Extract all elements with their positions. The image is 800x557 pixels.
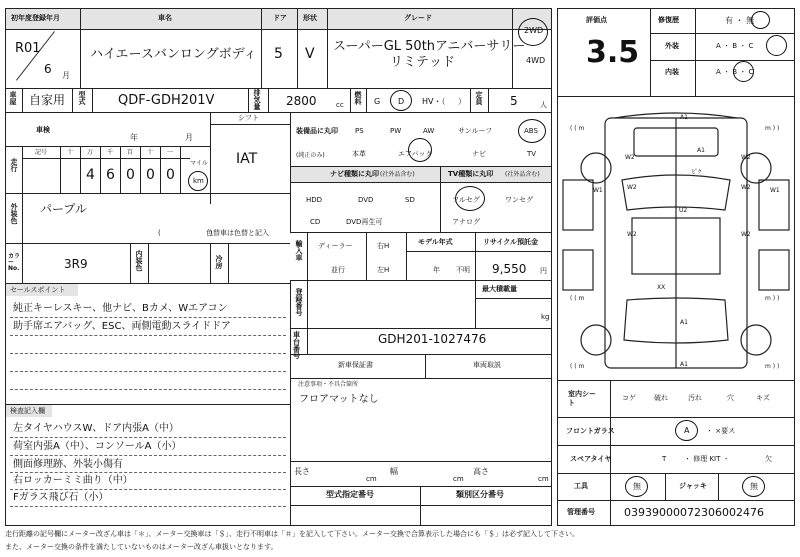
navi-dvd: DVD <box>358 196 374 204</box>
footer-line-1: 走行距離の記号欄にメーター改ざん車は「＊」、メーター交換車は「＄」、走行不明車は「＃」を記入して下さい。メーター交換で合算表示した場合にも「＄」は必ず記入して下さい。 <box>5 530 579 538</box>
svg-text:( ( m: ( ( m <box>570 295 585 302</box>
mileage-unit-1: 万 <box>87 149 94 156</box>
first-reg-month: 6 <box>44 62 52 76</box>
mileage-km: km <box>193 177 204 185</box>
sheet-hole: 穴 <box>727 394 734 402</box>
grade-line2: リミテッド <box>390 55 456 70</box>
repair-label: 修復歴 <box>658 16 679 24</box>
sheet-burn: コゲ <box>622 394 636 402</box>
fuel-g: G <box>374 97 381 106</box>
mileage-mile-label: マイル <box>190 160 208 167</box>
import-dealer: ディーラー <box>318 242 353 250</box>
notes-value: フロアマットなし <box>299 394 379 405</box>
svg-text:( ( m: ( ( m <box>570 125 585 132</box>
mileage-unit-4: 十 <box>147 149 154 156</box>
drive-4wd: 4WD <box>526 56 546 65</box>
sales-line-1: 純正キーレスキー、他ナビ、Bカメ、Wエアコン <box>13 303 228 314</box>
car-name-value: ハイエースバンロングボディ <box>90 47 257 62</box>
score-value: 3.5 <box>586 35 640 70</box>
svg-text:m ) ): m ) ) <box>765 125 780 132</box>
displacement-cc: cc <box>336 101 344 109</box>
chassis-label: 車台番号 <box>293 331 300 360</box>
inspector-line-5: Fガラス飛び石（小） <box>13 492 109 503</box>
inspection-month: 月 <box>185 133 193 142</box>
mileage-mark-label: 記号 <box>35 149 48 156</box>
repair-options: 有 ・ 無 <box>725 16 755 25</box>
length-cm: cm <box>366 475 377 483</box>
inspector-line-1: 左タイヤハウスW、ドア内張A（中） <box>13 423 179 434</box>
recycle-yen: 円 <box>540 267 547 275</box>
tv-label: TV種類に丸印 <box>448 170 494 178</box>
capacity-label: 定員 <box>475 91 483 105</box>
navi-sub: (社外品含む) <box>380 171 415 178</box>
max-load-label: 最大積載量 <box>482 285 517 293</box>
equipment-navi: ナビ <box>472 150 486 158</box>
notes-label: 注意事項・不具合箇所 <box>298 381 359 388</box>
exterior-c-circle <box>766 35 787 56</box>
max-load-kg: kg <box>541 313 550 321</box>
length-label: 長さ <box>294 467 310 476</box>
color-code-value: 3R9 <box>64 257 88 271</box>
diagram-label-12: ﾋﾟｸ <box>692 169 702 176</box>
capacity-value: 5 <box>510 94 518 108</box>
fuel-hv: HV・（ <box>422 97 446 106</box>
first-reg-era: R01 <box>15 41 41 56</box>
tools-none: 無 <box>633 482 641 491</box>
equipment-sunroof: サンルーフ <box>458 127 493 135</box>
displacement-value: 2800 <box>286 94 317 108</box>
first-reg-month-unit: 月 <box>62 71 70 80</box>
exterior-options: A ・ B ・ C <box>716 42 754 50</box>
sales-line-2: 助手席エアバッグ、ESC、両側電動スライドドア <box>13 321 231 332</box>
diagram-label-6: W2 <box>627 184 637 191</box>
car-damage-diagram <box>560 100 792 378</box>
mileage-digit-2: 0 <box>126 167 135 183</box>
drive-2wd: 2WD <box>524 26 544 35</box>
diagram-label-1: W2 <box>625 154 635 161</box>
width-label: 幅 <box>390 467 398 476</box>
mileage-digit-1: 6 <box>106 167 115 183</box>
navi-cd: CD <box>310 218 321 226</box>
category-label: 類別区分番号 <box>456 490 504 499</box>
color-code-label: カラーNo. <box>8 253 21 272</box>
equipment-airbag-circle <box>408 138 432 162</box>
inspector-label: 検査記入欄 <box>10 407 45 415</box>
mileage-digit-3: 0 <box>146 167 155 183</box>
navi-label: ナビ種類に丸印 <box>330 170 379 178</box>
sales-point-label: セールスポイント <box>10 286 66 294</box>
front-glass-value: A <box>684 426 690 435</box>
tv-sub: (社外品含む) <box>505 171 540 178</box>
tools-none-circle <box>625 476 648 497</box>
inspector-line-2: 荷室内張A（中）、コンソールA（小） <box>13 441 182 452</box>
model-label: 型式 <box>78 91 86 105</box>
jack-none: 無 <box>750 482 758 491</box>
height-cm: cm <box>538 475 549 483</box>
usage-value: 自家用 <box>29 93 66 107</box>
fuel-close: ） <box>458 97 466 106</box>
tv-oneseg: ワンセグ <box>505 196 533 204</box>
front-glass-rest: ・ ×要ス <box>706 427 736 435</box>
width-cm: cm <box>453 475 464 483</box>
model-year-label: モデル年式 <box>418 238 453 246</box>
diagram-label-9: W2 <box>627 231 637 238</box>
inspector-line-3: 側面修理跡、外装小傷有 <box>13 459 123 470</box>
front-glass-a-circle <box>675 420 698 441</box>
equipment-sub: (純正のみ) <box>296 152 325 159</box>
control-value: 03939000072306002476 <box>624 506 764 519</box>
door-label: ドア <box>273 14 287 22</box>
car-name-label: 車名 <box>158 14 172 22</box>
repair-none-circle <box>751 11 770 29</box>
diagram-label-7: W2 <box>741 184 751 191</box>
shift-label: シフト <box>238 114 259 122</box>
mileage-label: 走行 <box>10 158 18 172</box>
jack-label: ジャッキ <box>679 482 707 490</box>
svg-text:( ( m: ( ( m <box>570 363 585 370</box>
import-parallel: 並行 <box>331 266 345 274</box>
displacement-label: 排気量 <box>253 89 261 110</box>
sheet-dirt: 汚れ <box>688 394 702 402</box>
footer-line-2: また、メーター交換の条件を満たしていないものはメーター改ざん車扱いとなります。 <box>5 543 278 551</box>
tv-analog: アナログ <box>452 218 480 226</box>
first-reg-label: 初年度登録年月 <box>11 14 60 22</box>
chassis-value: GDH201-1027476 <box>378 332 487 346</box>
color-note-paren: ( ) <box>158 229 213 237</box>
equipment-tv: TV <box>527 150 537 158</box>
diagram-label-2: W2 <box>741 154 751 161</box>
recycle-value: 9,550 <box>492 262 527 276</box>
height-label: 高さ <box>473 467 489 476</box>
equipment-label: 装備品に丸印 <box>296 127 338 135</box>
mileage-unit-3: 百 <box>127 149 134 156</box>
exterior-label: 外装 <box>665 42 679 50</box>
equipment-ps: PS <box>355 127 364 135</box>
spare-none: 欠 <box>765 455 772 463</box>
diagram-label-4: A1 <box>697 147 705 154</box>
inspector-line-4: 右ロッカーミミ曲り（中） <box>13 475 133 486</box>
cooler-label: 冷房 <box>215 255 223 269</box>
mileage-unit-5: 一 <box>167 149 174 156</box>
svg-text:m ) ): m ) ) <box>765 363 780 370</box>
navi-hdd: HDD <box>306 196 323 204</box>
shift-value: IAT <box>236 151 258 167</box>
navi-dvd-play: DVD再生可 <box>346 218 383 226</box>
navi-sd: SD <box>405 196 415 204</box>
fuel-d: D <box>398 97 405 106</box>
door-value: 5 <box>274 46 283 62</box>
registration-label: 登録番号 <box>295 288 303 316</box>
mileage-unit-2: 千 <box>107 149 114 156</box>
color-label: 外装色 <box>10 203 18 224</box>
interior-color-label: 内装色 <box>135 250 143 271</box>
mileage-unit-0: 十 <box>67 149 74 156</box>
mileage-km-circle <box>188 171 208 191</box>
manual-label: 車両取説 <box>473 361 501 369</box>
jack-none-circle <box>742 476 765 497</box>
recycle-label: リサイクル預託金 <box>483 238 539 246</box>
model-year-unit: 年 <box>433 266 440 274</box>
front-glass-label: フロントガラス <box>566 427 615 435</box>
mileage-digit-0: 4 <box>86 167 95 183</box>
model-year-unknown: 不明 <box>456 266 470 274</box>
grade-line1: スーパーGL 50thアニバーサリー <box>333 39 526 54</box>
diagram-label-5: W1 <box>770 187 780 194</box>
diagram-label-0: A1 <box>680 114 688 121</box>
diagram-label-3: W1 <box>593 187 603 194</box>
score-label: 評価点 <box>586 16 607 24</box>
equipment-leather: 本革 <box>352 150 366 158</box>
designation-label: 型式指定番号 <box>326 490 374 499</box>
inspection-label: 車検 <box>36 126 50 134</box>
color-note: 色替車は色替と記入 <box>206 229 269 237</box>
equipment-aw: AW <box>423 127 435 135</box>
mileage-digit-4: 0 <box>166 167 175 183</box>
warranty-label: 新車保証書 <box>338 361 373 369</box>
import-left: 左H <box>377 266 390 274</box>
usage-label: 車屋 <box>9 91 17 105</box>
drive-2wd-circle <box>518 18 548 46</box>
sheet-scratch: キズ <box>756 394 770 402</box>
sheet-tear: 破れ <box>654 394 668 402</box>
equipment-abs-circle <box>518 119 546 143</box>
equipment-pw: PW <box>390 127 402 135</box>
shape-label: 形状 <box>303 14 317 22</box>
fuel-d-circle <box>390 90 412 111</box>
interior-sheet-label: 室内シート <box>568 390 596 408</box>
fuel-label: 燃料 <box>354 91 362 105</box>
import-label: 輸入車 <box>295 240 303 261</box>
color-value: パープル <box>40 202 87 216</box>
diagram-label-10: XX <box>657 284 666 291</box>
model-value: QDF-GDH201V <box>118 93 215 108</box>
tv-fullseg: フルセグ <box>452 196 480 204</box>
shape-value: V <box>305 46 315 62</box>
interior-label: 内装 <box>665 68 679 76</box>
diagram-label-11: A1 <box>680 319 688 326</box>
interior-options: A ・ B ・ C <box>716 68 754 76</box>
equipment-abs: ABS <box>524 127 538 135</box>
capacity-unit: 人 <box>540 101 547 109</box>
svg-text:m ) ): m ) ) <box>765 295 780 302</box>
diagram-label-14: A1 <box>680 361 688 368</box>
interior-b-circle <box>733 61 754 82</box>
diagram-label-13: W2 <box>741 231 751 238</box>
spare-label: スペアタイヤ <box>570 455 612 463</box>
tools-label: 工具 <box>574 482 588 490</box>
grade-label: グレード <box>404 14 432 22</box>
tv-fullseg-circle <box>455 186 485 211</box>
spare-kit: ・ 修理 KIT ・ <box>684 455 730 463</box>
spare-t: T <box>662 455 667 463</box>
control-label: 管理番号 <box>567 508 595 516</box>
equipment-airbag: エアバック <box>398 150 433 158</box>
inspection-year: 年 <box>130 133 138 142</box>
diagram-label-8: U2 <box>679 207 688 214</box>
import-right: 右H <box>377 242 390 250</box>
